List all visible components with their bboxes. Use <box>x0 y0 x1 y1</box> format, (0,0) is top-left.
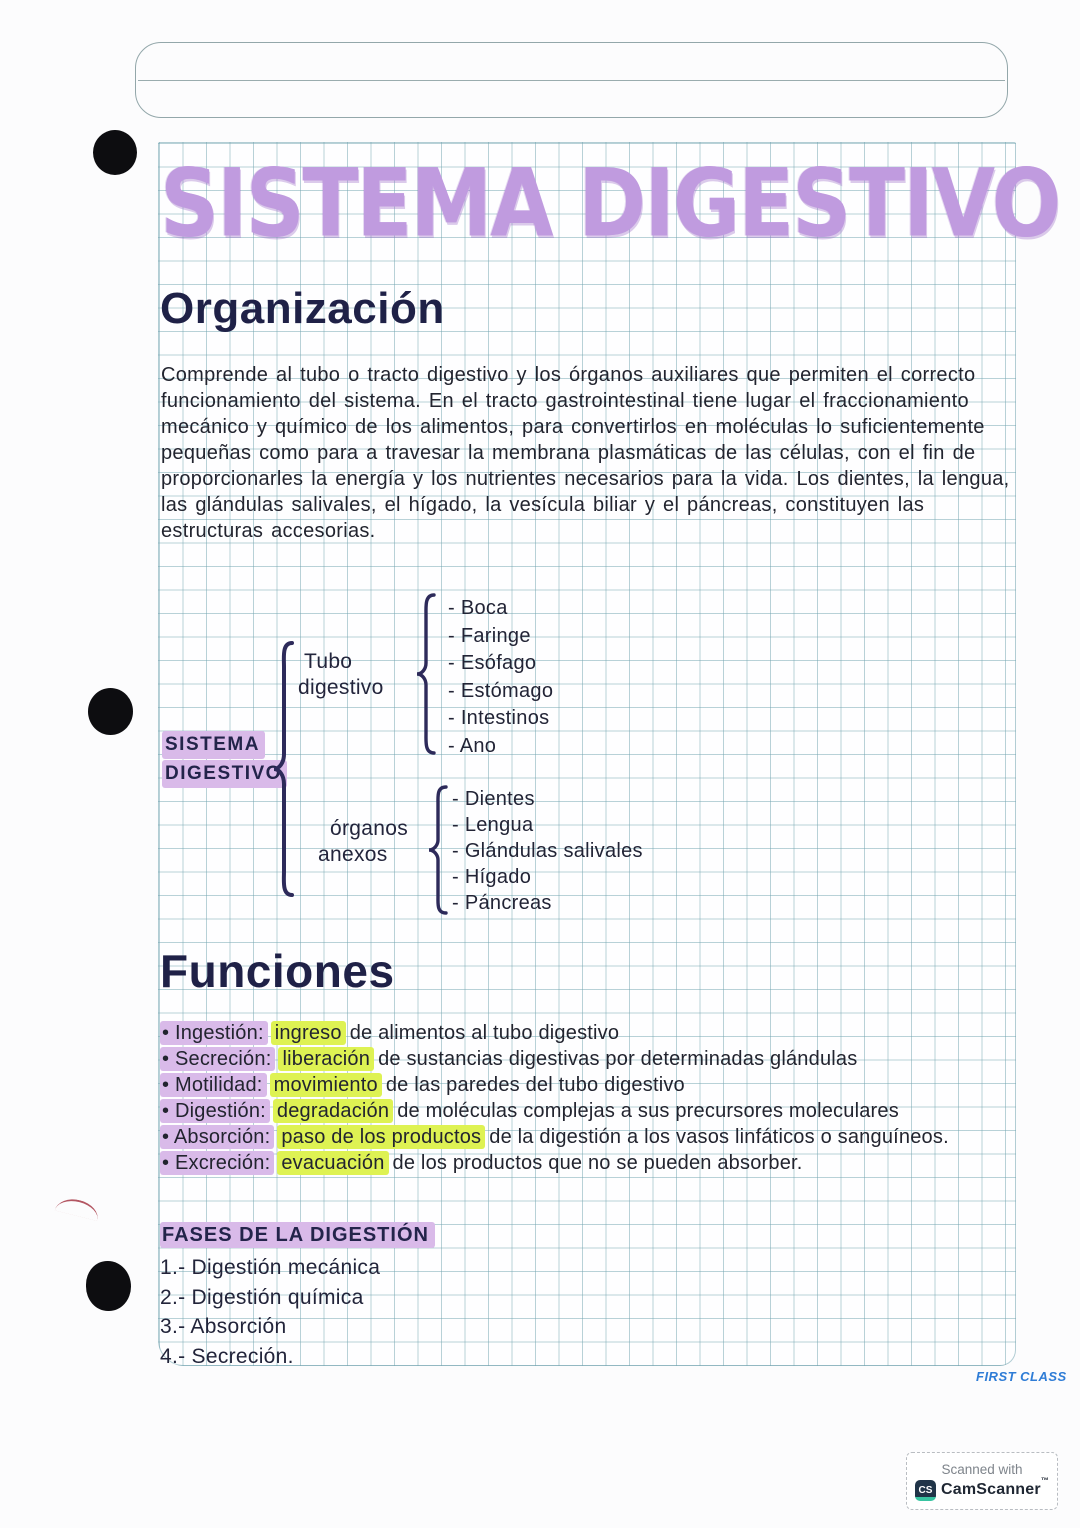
keyword-highlight: ingreso <box>271 1021 346 1045</box>
definition-text: de los productos que no se pueden absorber. <box>392 1152 803 1174</box>
definition-text: de alimentos al tubo digestivo <box>349 1022 620 1044</box>
term-highlight: • Secreción: <box>160 1047 275 1071</box>
fase-item: 1.- Digestión mecánica <box>160 1256 381 1279</box>
term-highlight: • Ingestión: <box>160 1021 268 1045</box>
branch-tubo-label: Tubo digestivo <box>298 650 384 699</box>
diagram-root-line2: DIGESTIVO <box>162 760 287 788</box>
camscanner-badge <box>906 1452 1058 1510</box>
funciones-list <box>160 1021 1024 1177</box>
organizacion-paragraph: Comprende al tubo o tracto digestivo y los órganos auxiliares que permiten el correcto funcionamiento del sistema. En el tracto gastrointestinal tiene lugar el fraccionamiento mecánico y químico de los alimentos, para convertirlos en moléculas lo suficientemente pequeñas como para a travesar la membrana plasmáticas de las células, con el fin de proporcionarles la energía y los nutrientes necesarios para la vida. Los dientes, la lengua, las glándulas salivales, el hígado, la vesícula biliar y el páncreas, constituyen las estructuras accesorias. <box>161 364 1010 542</box>
list-item: - Estómago <box>448 678 553 706</box>
page-title: SISTEMA DIGESTIVO <box>160 150 1060 259</box>
list-item: - Ano <box>448 733 553 761</box>
diagram-root-line1: SISTEMA <box>162 731 265 759</box>
keyword-highlight: degradación <box>273 1099 393 1123</box>
fases-heading: FASES DE LA DIGESTIÓN <box>160 1224 435 1247</box>
list-item: - Faringe <box>448 623 553 651</box>
definition-text: de sustancias digestivas por determinadas glándulas <box>378 1048 858 1070</box>
keyword-highlight: liberación <box>278 1047 374 1071</box>
scanned-with-text: Scanned with <box>941 1461 1023 1477</box>
branch-anexos-list <box>452 786 643 916</box>
branch-anexos-label: órganos anexos <box>318 817 408 866</box>
definition-text: de moléculas complejas a sus precursores moleculares <box>397 1100 899 1122</box>
organizacion-heading: Organización <box>160 284 445 333</box>
keyword-highlight: movimiento <box>270 1073 382 1097</box>
term-highlight: • Digestión: <box>160 1099 270 1123</box>
list-item: - Glándulas salivales <box>452 838 643 864</box>
branch-tubo-list <box>448 595 553 760</box>
function-item <box>160 1073 1024 1099</box>
list-item: - Hígado <box>452 864 643 890</box>
list-item: - Páncreas <box>452 890 643 916</box>
term-highlight: • Motilidad: <box>160 1073 267 1097</box>
fase-item: 4.- Secreción. <box>160 1344 294 1368</box>
list-item: - Lengua <box>452 812 643 838</box>
keyword-highlight: paso de los productos <box>277 1125 485 1149</box>
branch-anexos-brace <box>426 784 450 916</box>
list-item: - Intestinos <box>448 705 553 733</box>
fases-section <box>160 1224 435 1371</box>
hole-punch-dot <box>86 1261 131 1311</box>
funciones-heading: Funciones <box>160 945 395 997</box>
branch-tubo-brace <box>414 592 438 756</box>
hole-punch-dot <box>93 130 137 175</box>
trademark-symbol: ™ <box>1040 1476 1050 1485</box>
hole-punch-dot <box>88 688 133 735</box>
definition-text: de la digestión a los vasos linfáticos o sanguíneos. <box>489 1126 949 1148</box>
diagram-root-label <box>162 731 287 789</box>
list-item: - Boca <box>448 595 553 623</box>
title-banner-box <box>135 42 1008 118</box>
keyword-highlight: evacuación <box>277 1151 388 1175</box>
term-highlight: • Absorción: <box>160 1125 274 1149</box>
function-item <box>160 1021 1024 1047</box>
function-item <box>160 1125 1024 1151</box>
diagram-root-brace <box>270 640 296 898</box>
function-item <box>160 1047 1024 1073</box>
camscanner-name: CamScanner™ <box>940 1476 1050 1498</box>
term-highlight: • Excreción: <box>160 1151 274 1175</box>
function-item <box>160 1099 1024 1125</box>
list-item: - Esófago <box>448 650 553 678</box>
camscanner-row <box>915 1476 1050 1501</box>
fase-item: 2.- Digestión química <box>160 1285 364 1309</box>
function-item <box>160 1151 1024 1177</box>
camscanner-logo-icon: CS <box>915 1480 936 1501</box>
fase-item: 3.- Absorción <box>160 1315 287 1338</box>
red-pen-mark <box>55 1195 102 1221</box>
definition-text: de las paredes del tubo digestivo <box>385 1074 685 1096</box>
first-class-logo: FIRST CLASS <box>976 1369 1067 1384</box>
list-item: - Dientes <box>452 786 643 812</box>
